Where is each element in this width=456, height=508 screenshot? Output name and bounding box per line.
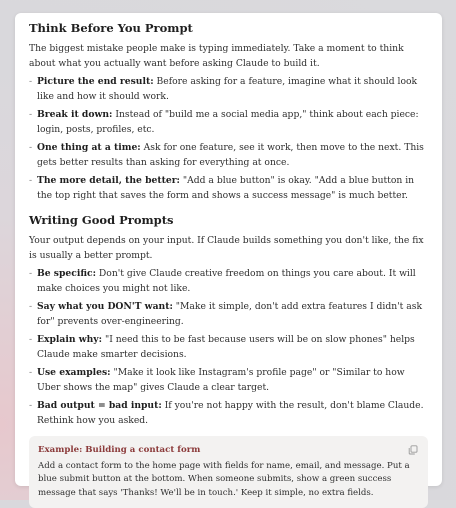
list-item: - Bad output = bad input: If you're not happy with the result, don't blame Claude. Rethink how you asked.	[29, 400, 424, 426]
list-item: - Say what you DON'T want: "Make it simple, don't add extra features I didn't ask for" prevents over-engineering.	[29, 301, 423, 327]
list-item: - Use examples: "Make it look like Instagram's profile page" or "Similar to how Uber shows the map" gives Claude a clear target.	[29, 367, 405, 393]
list-item: - One thing at a time: Ask for one feature, see it work, then move to the next. This gets better results than asking for everything at once.	[29, 142, 424, 168]
example-title: Example: Building a contact form	[38, 445, 201, 455]
list-item: - Picture the end result: Before asking for a feature, imagine what it should look like and how it should work.	[29, 76, 418, 102]
copy-icon[interactable]	[408, 445, 418, 455]
example-box	[29, 436, 428, 508]
tips-list-think	[29, 75, 428, 203]
list-item: - Explain why: "I need this to be fast because users will be on slow phones" helps Claude make smarter decisions.	[29, 334, 415, 360]
tips-list-writing	[29, 267, 428, 428]
section-heading-writing: Writing Good Prompts	[29, 213, 174, 227]
list-item: - Be specific: Don't give Claude creative freedom on things you care about. It will make choices you might not like.	[29, 268, 416, 294]
list-item: - The more detail, the better: "Add a blue button" is okay. "Add a blue button in the top right that saves the form and shows a success message" is much better.	[29, 175, 415, 201]
section-intro-think: The biggest mistake people make is typing immediately. Take a moment to think about what you actually want before asking Claude to build it.	[29, 43, 404, 69]
example-body: Add a contact form to the home page with fields for name, email, and message. Put a blue submit button at the bottom. When someone submits, show a green success message that says 'Thanks! We'll be in touch.' Keep it simple, no extra fields.	[38, 461, 410, 498]
list-item: - Break it down: Instead of "build me a social media app," think about each piece: login, posts, profiles, etc.	[29, 109, 419, 135]
content-card	[15, 13, 442, 498]
section-intro-writing: Your output depends on your input. If Claude builds something you don't like, the fix is usually a better prompt.	[29, 235, 424, 261]
section-heading-think: Think Before You Prompt	[29, 21, 193, 35]
